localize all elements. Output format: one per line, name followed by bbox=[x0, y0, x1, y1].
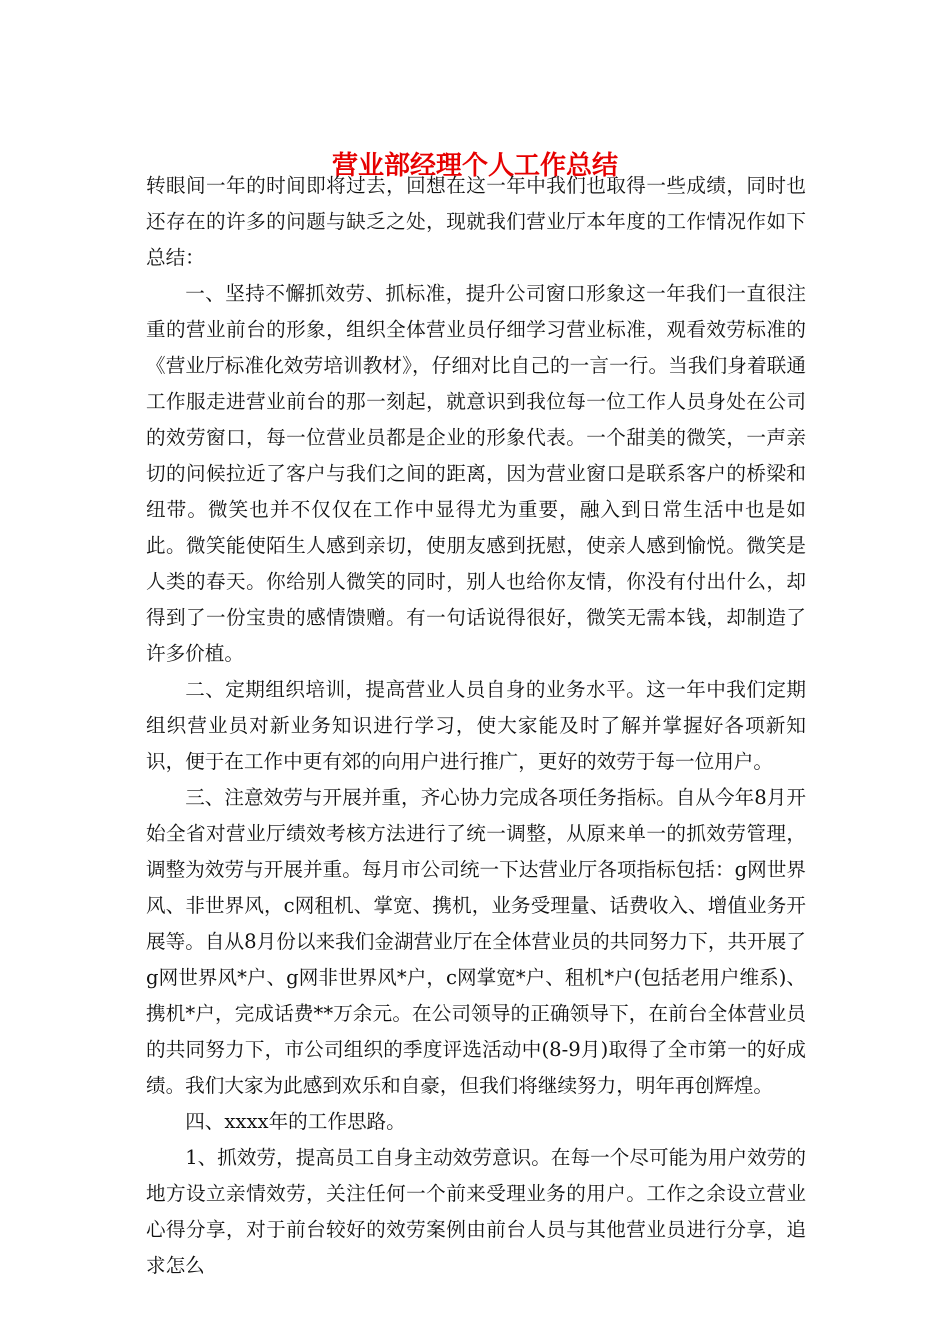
document-title: 营业部经理个人工作总结 bbox=[331, 151, 618, 181]
paragraph-section-3: 三、注意效劳与开展并重，齐心协力完成各项任务指标。自从今年8月开始全省对营业厅绩效考核方法进行了统一调整，从原来单一的抓效劳管理，调整为效劳与开展并重。每月市公司统一下达营业厅各项指标包括：g网世界风、非世界风，c网租机、掌宽、携机，业务受理量、话费收入、增值业务开展等。自从8月份以来我们金湖营业厅在全体营业员的共同努力下，共开展了g网世界风*户、g网非世界风*户，c网掌宽*户、租机*户(包括老用户维系)、携机*户，完成话费**万余元。在公司领导的正确领导下，在前台全体营业员的共同努力下，市公司组织的季度评选活动中(8-9月)取得了全市第一的好成绩。我们大家为此感到欢乐和自豪，但我们将继续努力，明年再创辉煌。 bbox=[146, 786, 806, 1097]
document-body bbox=[146, 168, 806, 1284]
paragraph-section-2: 二、定期组织培训，提高营业人员自身的业务水平。这一年中我们定期组织营业员对新业务知识进行学习，使大家能及时了解并掌握好各项新知识，便于在工作中更有郊的向用户进行推广，更好的效劳于每一位用户。 bbox=[146, 678, 806, 773]
paragraph-intro: 转眼间一年的时间即将过去，回想在这一年中我们也取得一些成绩，同时也还存在的许多的问题与缺乏之处，现就我们营业厅本年度的工作情况作如下总结： bbox=[146, 174, 806, 269]
paragraph-section-1: 一、坚持不懈抓效劳、抓标准，提升公司窗口形象这一年我们一直很注重的营业前台的形象，组织全体营业员仔细学习营业标准，观看效劳标准的《营业厅标准化效劳培训教材》，仔细对比自己的一言一行。当我们身着联通工作服走进营业前台的那一刻起，就意识到我位每一位工作人员身处在公司的效劳窗口，每一位营业员都是企业的形象代表。一个甜美的微笑，一声亲切的问候拉近了客户与我们之间的距离，因为营业窗口是联系客户的桥梁和纽带。微笑也并不仅仅在工作中显得尤为重要，融入到日常生活中也是如此。微笑能使陌生人感到亲切，使朋友感到抚慰，使亲人感到愉悦。微笑是人类的春天。你给别人微笑的同时，别人也给你友情，你没有付出什么，却得到了一份宝贵的感情馈赠。有一句话说得很好，微笑无需本钱，却制造了许多价植。 bbox=[146, 282, 806, 665]
paragraph-section-4-heading: 四、xxxx年的工作思路。 bbox=[185, 1110, 406, 1133]
paragraph-section-4-item-1: 1、抓效劳，提高员工自身主动效劳意识。在每一个尽可能为用户效劳的地方设立亲情效劳，关注任何一个前来受理业务的用户。工作之余设立营业心得分享，对于前台较好的效劳案例由前台人员与其他营业员进行分享，追求怎么 bbox=[146, 1146, 806, 1277]
